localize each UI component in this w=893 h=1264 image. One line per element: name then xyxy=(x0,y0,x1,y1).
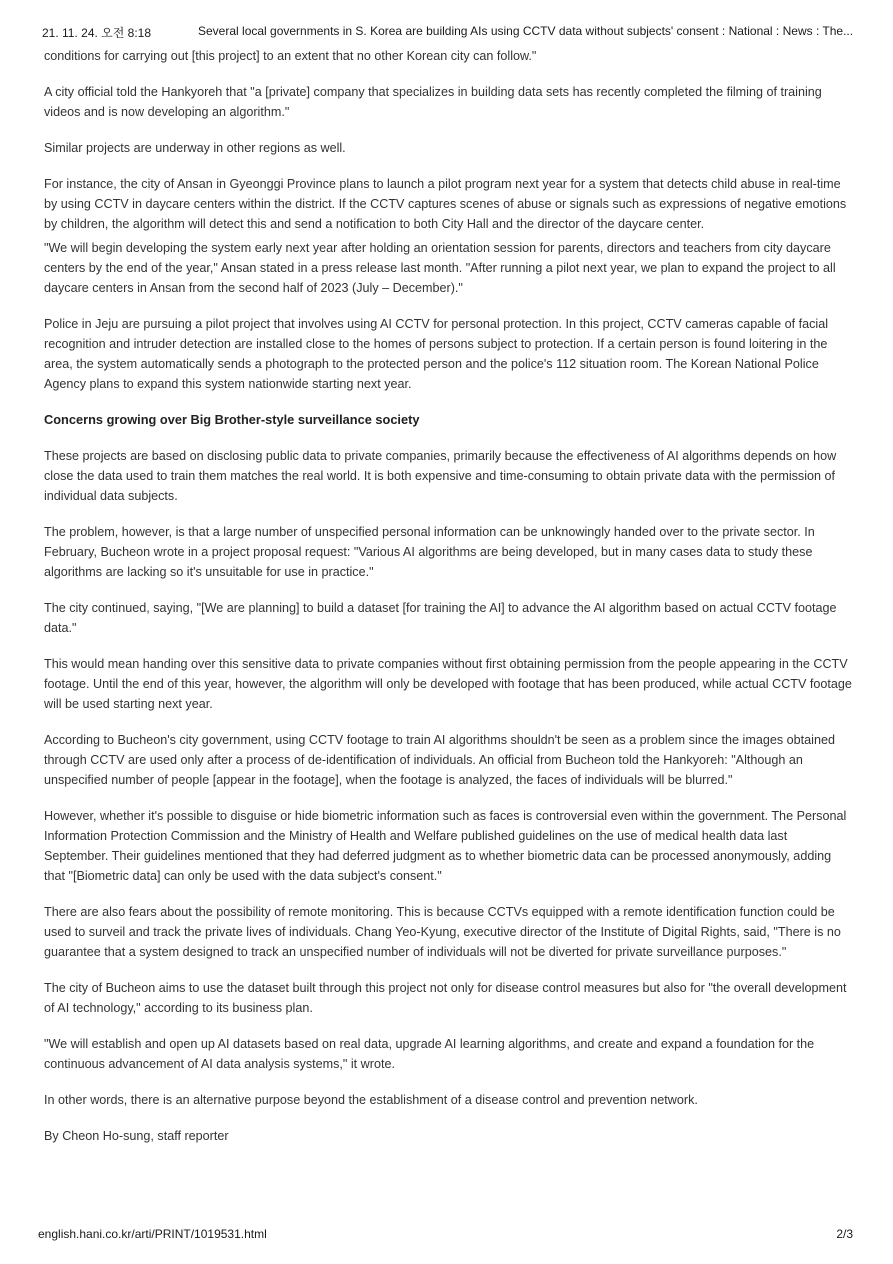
article-paragraph: This would mean handing over this sensitive data to private companies without first obtaining permission from the people appearing in the CCTV footage. Until the end of this year, however, the algorithm will only be developed with footage that has been produced, while actual CCTV footage will be used starting next year. xyxy=(44,657,852,711)
article-paragraph: "We will establish and open up AI datasets based on real data, upgrade AI learning algorithms, and create and expand a foundation for the continuous advancement of AI data analysis systems," it wrote. xyxy=(44,1037,815,1071)
article-paragraph: "We will begin developing the system early next year after holding an orientation session for parents, directors and teachers from city daycare centers by the end of the year," Ansan stated in a press release last month. "After running a pilot next year, we plan to expand the project to all daycare centers in Ansan from the second half of 2023 (July – December)." xyxy=(44,241,836,295)
article-paragraph: There are also fears about the possibility of remote monitoring. This is because CCTVs equipped with a remote identification function could be used to surveil and track the private lives of individuals. Chang Yeo-Kyung, executive director of the Institute of Digital Rights, said, "There is no guarantee that a system designed to track an unspecified number of individuals will not be diverted for private surveillance purposes." xyxy=(44,905,841,959)
print-page-title: Several local governments in S. Korea are building AIs using CCTV data without subjects' consent : National : News : The... xyxy=(198,24,854,38)
page-number: 2/3 xyxy=(836,1227,853,1241)
article-paragraph: These projects are based on disclosing public data to private companies, primarily because the effectiveness of AI algorithms depends on how close the data used to train them matches the real world. It is both expensive and time-consuming to obtain private data with the permission of individual data subjects. xyxy=(44,449,837,503)
article-paragraph: According to Bucheon's city government, using CCTV footage to train AI algorithms shouldn't be seen as a problem since the images obtained through CCTV are used only after a process of de-identification of individuals. An official from Bucheon told the Hankyoreh: "Although an unspecified number of people [appear in the footage], when the footage is analyzed, the faces of individuals will be blurred." xyxy=(44,733,835,787)
article-paragraph: conditions for carrying out [this project] to an extent that no other Korean city can follow." xyxy=(44,49,537,63)
article-paragraph: In other words, there is an alternative purpose beyond the establishment of a disease control and prevention network. xyxy=(44,1093,698,1107)
article-paragraph: Police in Jeju are pursuing a pilot project that involves using AI CCTV for personal protection. In this project, CCTV cameras capable of facial recognition and intruder detection are installed close to the homes of persons subject to protection. If a certain person is found loitering in the area, the system automatically sends a photograph to the protected person and the police's 112 situation room. The Korean National Police Agency plans to expand this system nationwide starting next year. xyxy=(44,317,828,391)
print-footer xyxy=(38,1227,853,1243)
article-subheading: Concerns growing over Big Brother-style surveillance society xyxy=(44,412,420,427)
article-paragraph: For instance, the city of Ansan in Gyeonggi Province plans to launch a pilot program next year for a system that detects child abuse in real-time by using CCTV in daycare centers within the district. If the CCTV captures scenes of abuse or signals such as expressions of negative emotions by children, the algorithm will detect this and send a notification to both City Hall and the director of the daycare center. xyxy=(44,177,847,231)
article-paragraph: The city continued, saying, "[We are planning] to build a dataset [for training the AI] to advance the AI algorithm based on actual CCTV footage data." xyxy=(44,601,837,635)
print-header xyxy=(42,24,855,42)
article-paragraph: The city of Bucheon aims to use the dataset built through this project not only for disease control measures but also for "the overall development of AI technology," according to its business plan. xyxy=(44,981,847,1015)
print-date: 21. 11. 24. 오전 8:18 xyxy=(42,26,152,40)
article-paragraph: However, whether it's possible to disguise or hide biometric information such as faces is controversial even within the government. The Personal Information Protection Commission and the Ministry of Health and Welfare published guidelines on the use of medical health data last September. Their guidelines mentioned that they had deferred judgment as to whether biometric data can be processed anonymously, adding that "[Biometric data] can only be used with the data subject's consent." xyxy=(44,809,847,883)
print-url: english.hani.co.kr/arti/PRINT/1019531.html xyxy=(38,1227,267,1241)
article-paragraph: Similar projects are underway in other regions as well. xyxy=(44,141,346,155)
article-paragraph: A city official told the Hankyoreh that "a [private] company that specializes in building data sets has recently completed the filming of training videos and is now developing an algorithm." xyxy=(44,85,822,119)
article-byline: By Cheon Ho-sung, staff reporter xyxy=(44,1129,229,1143)
article-body xyxy=(44,46,852,1162)
article-paragraph: The problem, however, is that a large number of unspecified personal information can be unknowingly handed over to the private sector. In February, Bucheon wrote in a project proposal request: "Various AI algorithms are being developed, but in many cases data to study these algorithms are lacking so it's unsuitable for use in practice." xyxy=(44,525,815,579)
